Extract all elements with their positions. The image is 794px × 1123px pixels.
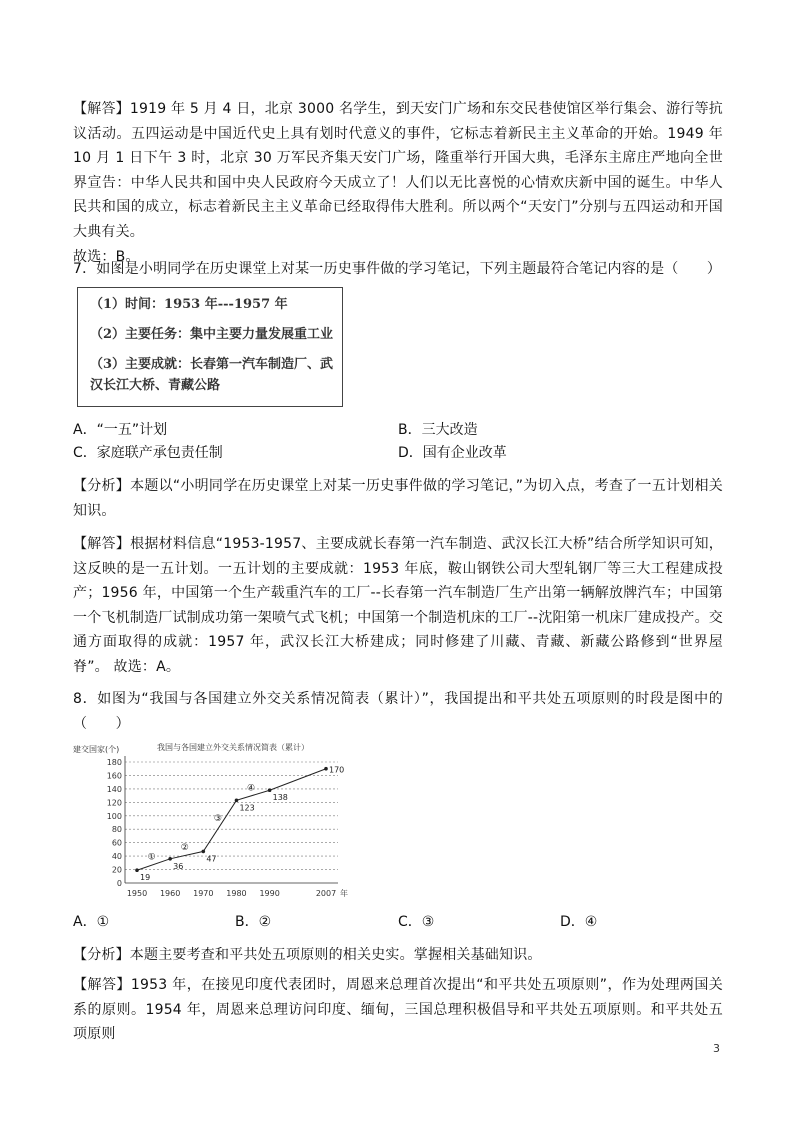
diplomatic-relations-chart (73, 738, 353, 906)
x-tick-label: 2007 (315, 889, 337, 898)
question-7-stem: 7．如图是小明同学在历史课堂上对某一历史事件做的学习笔记，下列主题最符合笔记内容的是（ ） (73, 261, 722, 277)
answer-6-choice: 故选：B。 (73, 248, 140, 265)
data-label: 36 (173, 861, 184, 871)
x-tick-label: 1980 (226, 889, 247, 898)
q7-option-a: A．“一五”计划 (73, 422, 168, 438)
study-note-box (77, 287, 343, 407)
note-line-achievements: （3）主要成就：长春第一汽车制造厂、武汉长江大桥、青藏公路 (90, 357, 334, 393)
q8-option-b: B．② (235, 914, 272, 930)
q8-option-c: C．③ (398, 914, 435, 930)
answer-6-text: 【解答】1919 年 5 月 4 日，北京 3000 名学生，到天安门广场和东交民巷使馆区举行集会、游行等抗议活动。五四运动是中国近代史上具有划时代意义的事件，它标志着新民主主义革命的开始。1949 年 10 月 1 日下午 3 时，北京 30 万军民齐集天安门广场，隆重举行开国大典，毛泽东主席庄严地向全世界宣告：中华人民共和国中央人民政府今天成立了！人们以无比喜悦的心情欢庆新中国的诞生。中华人民共和国的成立，标志着新民主主义革命已经取得伟大胜利。所以两个“天安门”分别与五四运动和开国大典有关。 (73, 101, 723, 240)
segment-label: ④ (247, 783, 256, 794)
q8-option-a: A．① (73, 914, 110, 930)
y-tick-label: 0 (116, 879, 122, 888)
y-tick-label: 20 (111, 865, 122, 875)
note-line-time: （1）时间：1953 年---1957 年 (90, 297, 288, 312)
data-label: 170 (329, 765, 345, 775)
series-line (137, 769, 326, 871)
segment-label: ③ (213, 813, 222, 824)
question-8-stem: 8．如图为“我国与各国建立外交关系情况简表（累计）”，我国提出和平共处五项原则的时段是图中的（ ） (73, 691, 723, 732)
y-tick-label: 80 (111, 825, 122, 835)
data-point (268, 788, 272, 792)
y-tick-label: 180 (106, 758, 122, 767)
segment-label: ① (147, 852, 156, 863)
data-point (202, 850, 206, 854)
data-point (235, 799, 239, 803)
y-tick-label: 120 (106, 798, 122, 808)
y-tick-label: 100 (106, 811, 122, 821)
data-label: 47 (206, 854, 217, 864)
data-label: 138 (272, 793, 288, 803)
note-line-task: （2）主要任务：集中主要力量发展重工业 (90, 327, 334, 342)
y-tick-label: 160 (106, 771, 122, 781)
x-tick-label: 1950 (126, 889, 148, 898)
x-tick-label: 1990 (259, 889, 280, 898)
q8-option-d: D．④ (560, 914, 598, 930)
chart-y-axis-label: 建交国家(个) (73, 745, 120, 754)
q8-answer: 【解答】1953 年，在接见印度代表团时，周恩来总理首次提出“和平共处五项原则”，作为处理两国关系的原则。1954 年，周恩来总理访问印度、缅甸，三国总理积极倡导和平共处五项原则。和平共处五项原则 (73, 977, 723, 1043)
q7-answer: 【解答】根据材料信息“1953-1957、主要成就长春第一汽车制造、武汉长江大桥”结合所学知识可知，这反映的是一五计划。一五计划的主要成就：1953 年底，鞍山钢铁公司大型轧钢厂等三大工程建成投产；1956 年，中国第一个生产载重汽车的工厂--长春第一汽车制造厂生产出第一辆解放牌汽车；中国第一个飞机制造厂试制成功第一架喷气式飞机；中国第一个制造机床的工厂--沈阳第一机床厂建成投产。交通方面取得的成就：1957 年，武汉长江大桥建成；同时修建了川藏、青藏、新藏公路修到“世界屋脊”。 故选：A。 (73, 536, 723, 675)
x-axis-label: 年 (340, 889, 348, 898)
y-tick-label: 140 (106, 784, 122, 794)
y-tick-label: 40 (111, 852, 122, 862)
q7-option-c: C．家庭联产承包责任制 (73, 445, 223, 461)
page-number: 3 (713, 1042, 720, 1055)
q8-analysis: 【分析】本题主要考查和平共处五项原则的相关史实。掌握相关基础知识。 (73, 947, 542, 963)
data-point (168, 857, 172, 861)
answer-6-paragraph (73, 97, 723, 265)
data-point (135, 868, 139, 872)
q7-option-b: B．三大改造 (398, 422, 478, 438)
data-point (324, 767, 328, 771)
chart-title: 我国与各国建立外交关系情况简表（累计） (157, 743, 309, 752)
data-label: 123 (239, 803, 255, 813)
segment-label: ② (180, 843, 189, 854)
x-tick-label: 1970 (193, 889, 214, 898)
x-tick-label: 1960 (159, 889, 181, 898)
data-label: 19 (140, 873, 151, 883)
y-tick-label: 60 (111, 838, 122, 848)
q7-analysis: 【分析】本题以“小明同学在历史课堂上对某一历史事件做的学习笔记，”为切入点，考查了一五计划相关知识。 (73, 478, 723, 519)
q7-option-d: D．国有企业改革 (398, 445, 507, 461)
